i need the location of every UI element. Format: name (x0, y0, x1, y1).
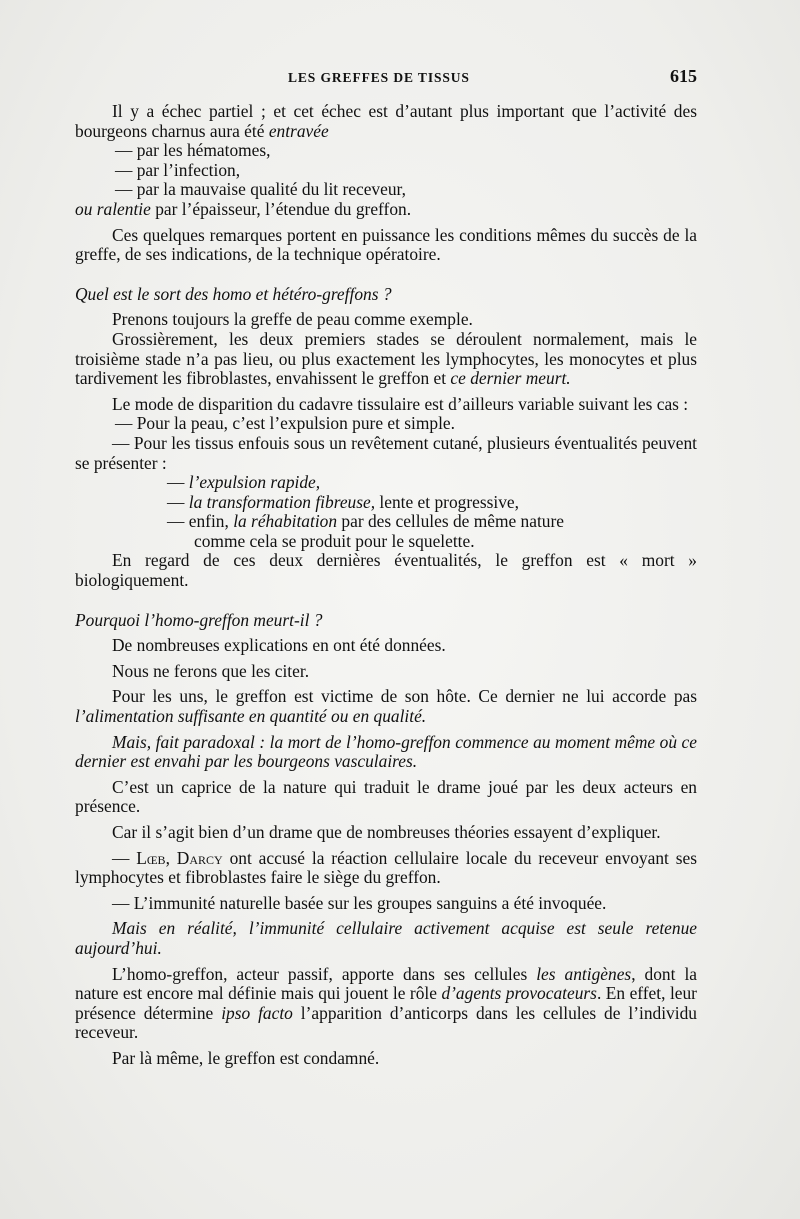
paragraph (75, 102, 697, 141)
text-run: ont accusé la réaction cellulaire locale du receveur envoyant ses lymphocytes et fibroblastes faire le siège du greffon. (75, 847, 697, 888)
paragraph: — Pour les tissus enfouis sous un revêtement cutané, plusieurs éventualités peuvent se présenter : (75, 432, 697, 473)
dash-item: — par les hématomes, (115, 140, 271, 161)
list-item: — la transformation fibreuse, lente et progressive, (167, 491, 519, 512)
dash-item: — par la mauvaise qualité du lit receveur, (115, 179, 406, 200)
list-item: — enfin, la réhabitation par des cellules de même nature (167, 511, 565, 532)
paragraph: Nous ne ferons que les citer. (112, 660, 310, 681)
author-name: Darcy (176, 847, 223, 868)
italic-run: les antigènes (536, 963, 632, 984)
paragraph (75, 965, 697, 1043)
page-header (0, 66, 800, 90)
paragraph: Mais en réalité, l’immunité cellulaire activement acquise est seule retenue aujourd’hui. (75, 918, 697, 958)
paragraph (75, 330, 697, 389)
paragraph: Le mode de disparition du cadavre tissulaire est d’ailleurs variable suivant les cas : (112, 393, 689, 414)
paragraph (75, 687, 697, 726)
italic-run: ipso facto (221, 1002, 293, 1023)
italic-run: la transformation fibreuse, (188, 491, 376, 512)
text-run: Pour les uns, le greffon est victime de son hôte. Ce dernier ne lui accorde pas (112, 686, 697, 707)
paragraph: Mais, fait paradoxal : la mort de l’homo-greffon commence au moment même où ce dernier est envahi par les bourgeons vasculaires. (75, 731, 697, 772)
running-title: LES GREFFES DE TISSUS (288, 70, 470, 85)
author-name: Lœb (136, 847, 166, 868)
paragraph: Prenons toujours la greffe de peau comme exemple. (112, 309, 473, 330)
italic-run: ce dernier meurt. (450, 368, 571, 389)
text-run: enfin, (188, 511, 234, 532)
text-run: Il y a échec partiel ; et cet échec est d’autant plus important que l’activité des bourgeons charnus aura été (75, 101, 697, 141)
paragraph: Ces quelques remarques portent en puissance les conditions mêmes du succès de la greffe, de ses indications, de la technique opératoire. (75, 224, 697, 265)
text-run: L’homo-greffon, acteur passif, apporte dans ses cellules (112, 963, 537, 984)
text-run: , dont la nature est encore mal définie mais qui jouent le rôle (75, 963, 697, 1004)
text-run: . En effet, leur présence détermine (75, 983, 697, 1023)
dash-item: — Pour la peau, c’est l’expulsion pure et simple. (115, 413, 456, 434)
italic-run: l’expulsion rapide, (188, 472, 321, 493)
paragraph: Car il s’agit bien d’un drame que de nombreuses théories essayent d’expliquer. (112, 822, 661, 842)
italic-run: l’alimentation suffisante en quantité ou en qualité. (75, 706, 427, 727)
italic-run: ou ralentie (75, 198, 151, 219)
paragraph (75, 200, 697, 220)
italic-run: la réhabitation (233, 511, 338, 532)
section-heading: Quel est le sort des homo et hétéro-greffons ? (75, 283, 392, 304)
text-run: Grossièrement, les deux premiers stades se déroulent normalement, mais le troisième stade n’a pas lieu, ou plus exactement les lymphocytes, les monocytes et plus tardivement les fibroblastes, envahissent le greffon et (75, 328, 697, 389)
paragraph: — L’immunité naturelle basée sur les groupes sanguins a été invoquée. (112, 892, 607, 913)
text-run: — (112, 847, 137, 868)
body-text (75, 102, 697, 1069)
paragraph: De nombreuses explications en ont été données. (112, 635, 446, 656)
list-item-continuation: comme cela se produit pour le squelette. (194, 530, 475, 551)
italic-run: d’agents provocateurs (441, 983, 597, 1004)
text-run: par des cellules de même nature (337, 511, 565, 532)
text-run: lente et progressive, (375, 491, 519, 512)
paragraph (75, 849, 697, 888)
section-heading: Pourquoi l’homo-greffon meurt-il ? (75, 609, 323, 630)
dash-item: — par l’infection, (115, 159, 241, 180)
list-item: — l’expulsion rapide, (167, 472, 321, 493)
paragraph: C’est un caprice de la nature qui traduit le drame joué par les deux acteurs en présence. (75, 776, 697, 817)
text-run: , (165, 847, 177, 868)
text-run: l’apparition d’anticorps dans les cellules de l’individu receveur. (75, 1002, 697, 1043)
paragraph: Par là même, le greffon est condamné. (112, 1047, 380, 1068)
italic-run: entravée (268, 120, 329, 141)
text-run: par l’épaisseur, l’étendue du greffon. (150, 198, 412, 219)
paragraph: En regard de ces deux dernières éventualités, le greffon est « mort » biologiquement. (75, 550, 697, 591)
page-number: 615 (670, 66, 697, 86)
